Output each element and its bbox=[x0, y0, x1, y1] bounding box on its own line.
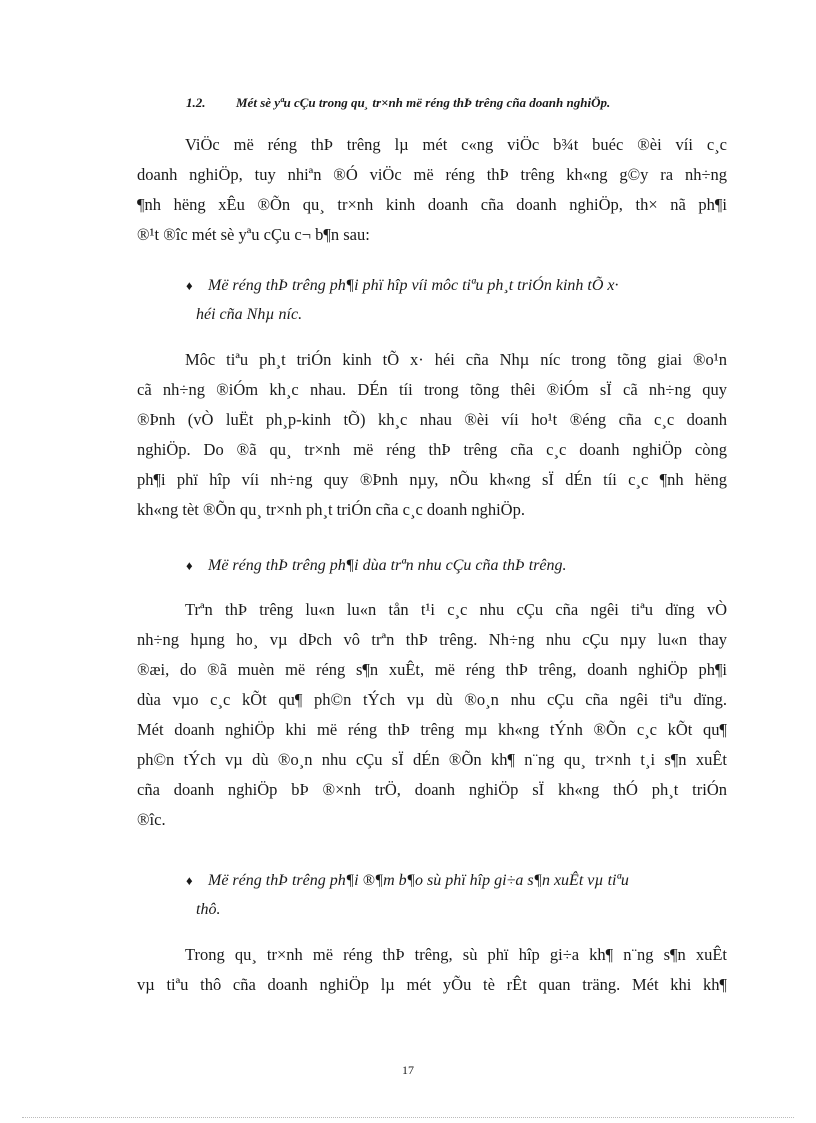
paragraph-line: vµ tiªu thô cña doanh nghiÖp lµ mét yÕu tè rÊt quan träng. Mét khi kh¶ bbox=[137, 975, 727, 994]
section-title: Mét sè yªu cÇu trong qu¸ tr×nh më réng thÞ trêng cña doanh nghiÖp. bbox=[236, 95, 611, 110]
paragraph-line: nh÷ng hµng ho¸ vµ dÞch vô trªn thÞ trêng. Nh÷ng nhu cÇu nµy lu«n thay bbox=[137, 630, 727, 649]
paragraph-line: doanh nghiÖp, tuy nhiªn ®Ó viÖc më réng thÞ trêng kh«ng g©y ra nh÷ng bbox=[137, 165, 727, 184]
page-footer-divider bbox=[22, 1117, 794, 1118]
paragraph-line: Trong qu¸ tr×nh më réng thÞ trêng, sù phï hîp gi÷a kh¶ n¨ng s¶n xuÊt bbox=[185, 945, 727, 964]
bullet-line bbox=[186, 271, 731, 300]
paragraph-line: dùa vµo c¸c kÕt qu¶ ph©n tÝch vµ dù ®o¸n nhu cÇu cña ngêi tiªu dïng. bbox=[137, 690, 727, 709]
paragraph-line: nghiÖp. Do ®ã qu¸ tr×nh më réng thÞ trêng cña c¸c doanh nghiÖp còng bbox=[137, 440, 727, 459]
diamond-bullet-icon: ♦ bbox=[186, 873, 193, 888]
bullet-2 bbox=[186, 551, 731, 580]
section-number: 1.2. bbox=[186, 95, 206, 110]
diamond-bullet-icon: ♦ bbox=[186, 278, 193, 293]
paragraph-line: ®Þnh (vÒ luËt ph¸p-kinh tÕ) kh¸c nhau ®èi víi ho¹t ®éng cña c¸c doanh bbox=[137, 410, 727, 429]
paragraph-line: ®æi, do ®ã muèn më réng s¶n xuÊt, më réng thÞ trêng, doanh nghiÖp ph¶i bbox=[137, 660, 727, 679]
section-heading bbox=[186, 95, 610, 111]
paragraph-line: ph©n tÝch vµ dù ®o¸n nhu cÇu sÏ dÉn ®Õn kh¶ n¨ng qu¸ tr×nh t¸i s¶n xuÊt bbox=[137, 750, 727, 769]
paragraph-line: Môc tiªu ph¸t triÓn kinh tÕ x· héi cña Nhµ níc trong tõng giai ®o¹n bbox=[185, 350, 727, 369]
paragraph-4 bbox=[137, 940, 727, 1000]
paragraph-line: kh«ng tèt ®Õn qu¸ tr×nh ph¸t triÓn cña c¸c doanh nghiÖp. bbox=[137, 500, 525, 519]
bullet-line bbox=[186, 866, 731, 895]
paragraph-line: cña doanh nghiÖp bÞ ®×nh trÖ, doanh nghiÖp sÏ kh«ng thÓ ph¸t triÓn bbox=[137, 780, 727, 799]
paragraph-line: Trªn thÞ trêng lu«n lu«n tån t¹i c¸c nhu cÇu cña ngêi tiªu dïng vÒ bbox=[185, 600, 727, 619]
paragraph-3 bbox=[137, 595, 727, 835]
paragraph-line: ViÖc më réng thÞ trêng lµ mét c«ng viÖc b¾t buéc ®èi víi c¸c bbox=[185, 135, 727, 154]
bullet-3 bbox=[186, 866, 731, 924]
bullet-1 bbox=[186, 271, 731, 329]
bullet-text: Më réng thÞ trêng ph¶i dùa trªn nhu cÇu cña thÞ trêng. bbox=[208, 557, 567, 574]
bullet-text: Më réng thÞ trêng ph¶i ®¶m b¶o sù phï hîp gi÷a s¶n xuÊt vµ tiªu bbox=[208, 872, 629, 889]
paragraph-line: ®¹t ®îc mét sè yªu cÇu c¬ b¶n sau: bbox=[137, 225, 370, 244]
paragraph-2 bbox=[137, 345, 727, 525]
paragraph-1 bbox=[137, 130, 727, 250]
diamond-bullet-icon: ♦ bbox=[186, 558, 193, 573]
paragraph-line: ph¶i phï hîp víi nh÷ng quy ®Þnh nµy, nÕu kh«ng sÏ dÉn tíi c¸c ¶nh hëng bbox=[137, 470, 727, 489]
paragraph-line: Mét doanh nghiÖp khi më réng thÞ trêng mµ kh«ng tÝnh ®Õn c¸c kÕt qu¶ bbox=[137, 720, 727, 739]
page-number: 17 bbox=[402, 1063, 414, 1077]
paragraph-line: ®îc. bbox=[137, 810, 166, 829]
bullet-text: Më réng thÞ trêng ph¶i phï hîp víi môc tiªu ph¸t triÓn kinh tÕ x· bbox=[208, 277, 619, 294]
bullet-line: héi cña Nhµ níc. bbox=[196, 306, 303, 323]
bullet-line: thô. bbox=[196, 901, 221, 918]
paragraph-line: cã nh÷ng ®iÓm kh¸c nhau. DÉn tíi trong tõng thêi ®iÓm sÏ cã nh÷ng quy bbox=[137, 380, 727, 399]
paragraph-line: ¶nh hëng xÊu ®Õn qu¸ tr×nh kinh doanh cña doanh nghiÖp, th× nã ph¶i bbox=[137, 195, 727, 214]
bullet-line bbox=[186, 551, 731, 580]
